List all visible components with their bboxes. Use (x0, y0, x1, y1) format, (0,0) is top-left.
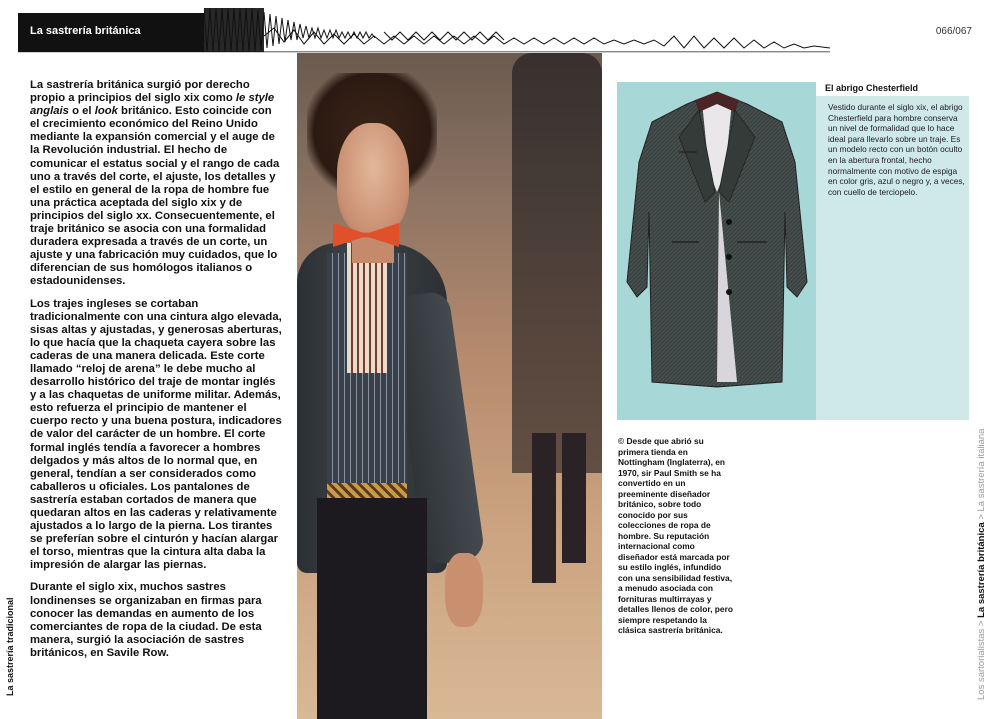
page-numbers: 066/067 (935, 26, 972, 37)
chesterfield-coat-illustration (617, 82, 817, 420)
right-breadcrumb: Los sartorialistas > La sastrería británica > La sastrería italiana (976, 428, 987, 700)
breadcrumb-next: La sastrería italiana (976, 428, 987, 512)
breadcrumb-prev: Los sartorialistas (976, 628, 987, 700)
paragraph-2: Los trajes ingleses se cortaban tradicionalmente con una cintura algo elevada, sisas altas y ajustadas, y generosas aberturas, lo que hacía que la chaqueta cayera sobre las caderas de una manera delicada. Este corte llamado “reloj de arena” le debe mucho al desarrollo histórico del traje de montar inglés y a las chaquetas de uniforme militar. Además, esto refuerza el principio de mantener el cuerpo recto y una buena postura, indicadores de valor del carácter de un hombre. El corte formal inglés tendía a favorecer a hombres delgados y más altos de lo normal que, en general, tendían a ser considerados como caballeros u oficiales. Los pantalones de sastrería estaban cortados de manera que quedaran altos en las caderas y relativamente ajustados a lo largo de la pierna. Los tirantes se preferían sobre el cinturón y hacían alargar el torso, mientras que la cintura alta daba la impresión de alargar las piernas. (30, 297, 282, 572)
paragraph-3: Durante el siglo xix, muchos sastres londinenses se organizaban en firmas para conocer las demandas en aumento de los comerciantes de ropa de la ciudad. De esta manera, surgió la asociación de sastres británicos, en Savile Row. (30, 581, 262, 659)
paragraph-1: La sastrería británica surgió por derecho propio a principios del siglo xix como le style anglais o el look británico. Esto coincide con el crecimiento económico del Reino Unido mediante la expansión comercial y el auge de la Revolución industrial. El hecho de comunicar el estatus social y el rango de cada uno a través del corte, el ajuste, los detalles y el estilo en general de la ropa de hombre fue una práctica aceptada del siglo xix y de principios del siglo xx. Consecuentemente, el traje británico se asocia con una formalidad duradera expresada a través de un corte, un ajuste y una fabricación muy cuidados, que lo diferencian de sus homólogos italianos o estadounidenses. (30, 79, 280, 288)
breadcrumb-current: La sastrería británica (976, 522, 987, 618)
photo-caption: © Desde que abrió su primera tienda en Nottingham (Inglaterra), en 1970, sir Paul Smith se ha convertido en un preeminente diseñador británico, sobre todo conocido por sus colecciones de ropa de hombre. Su reputación internacional como diseñador está marcada por su estilo inglés, infundido con una sensibilidad festiva, a menudo asociada con fornituras multirrayas y detalles llenos de color, pero siempre respetando la clásica sastrería británica. (618, 436, 733, 635)
runway-model-photo (297, 53, 602, 719)
header-bar (18, 13, 204, 52)
left-running-head: La sastrería tradicional (5, 597, 15, 696)
decorative-wave-strip (204, 6, 830, 54)
coat-title: El abrigo Chesterfield (825, 83, 919, 93)
coat-description: Vestido durante el siglo xix, el abrigo Chesterfield para hombre conserva un nivel de formalidad que lo hace ideal para llevarlo sobre un traje. Es un modelo recto con un botón oculto en la abertura frontal, hecho normalmente con motivo de espiga en color gris, azul o negro y, a veces, con cuello de terciopelo. (828, 102, 965, 197)
main-body-text (30, 79, 282, 669)
page-title: La sastrería británica (30, 25, 141, 37)
